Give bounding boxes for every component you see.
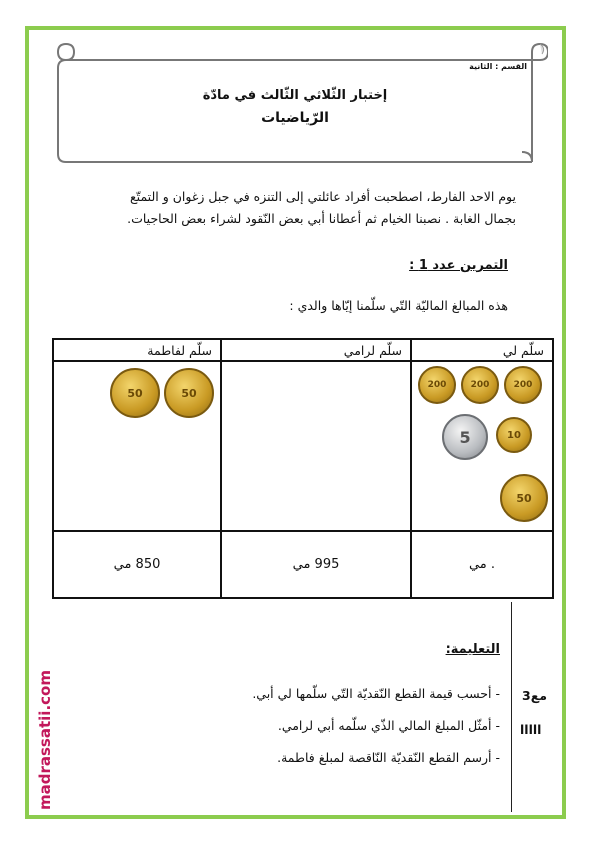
criterion-marks: ااااا xyxy=(520,722,542,737)
intro-line: بجمال الغابة . نصبنا الخيام ثم أعطانا أبي بعض النّقود لشراء بعض الحاجيات. xyxy=(127,211,516,226)
exercise-title: التمرين عدد 1 : xyxy=(409,258,508,273)
header-fatma: سلّم لفاطمة xyxy=(53,339,221,361)
coin-icon: 50 xyxy=(110,368,160,418)
intro-line: يوم الاحد الفارط، اصطحبت أفراد عائلتي إلى التنزه في جبل زغوان و التمتّع xyxy=(130,189,516,204)
coins-cell-me xyxy=(411,361,553,531)
coin-icon: 50 xyxy=(164,368,214,418)
instruction-item: - أرسم القطع النّقديّة النّاقصة لمبلغ فاطمة. xyxy=(277,750,500,765)
class-section: القسم : الثانية xyxy=(469,62,527,71)
total-me: . مي xyxy=(411,531,553,598)
coin-icon: 200 xyxy=(418,366,456,404)
watermark-logo xyxy=(8,600,68,820)
total-fatma: 850 مي xyxy=(53,531,221,598)
instruction-item: - أمثّل المبلغ المالي الذّي سلّمه أبي لرامي. xyxy=(277,718,500,733)
scroll-banner xyxy=(52,42,548,167)
coins-cell-rami xyxy=(221,361,411,531)
coins-cell-fatma xyxy=(53,361,221,531)
coin-icon: 5 xyxy=(442,414,488,460)
coin-icon: 200 xyxy=(461,366,499,404)
instructions-title: التعليمة: xyxy=(445,642,500,657)
exercise-description: هذه المبالغ الماليّة التّي سلّمنا إيّاها والدي : xyxy=(289,298,508,313)
coin-icon: 200 xyxy=(504,366,542,404)
criterion-label: مع3 xyxy=(522,688,547,703)
margin-divider xyxy=(511,602,512,812)
amounts-table xyxy=(52,338,554,599)
header-me: سلّم لي xyxy=(411,339,553,361)
coin-icon: 10 xyxy=(496,417,532,453)
watermark-text: madrassatii.com xyxy=(36,670,54,810)
exam-title: إختبار الثّلاثي الثّالث في مادّة xyxy=(202,88,388,103)
total-rami: 995 مي xyxy=(221,531,411,598)
coin-icon: 50 xyxy=(500,474,548,522)
instruction-item: - أحسب قيمة القطع النّقديّة التّي سلّمها لي أبي. xyxy=(252,686,500,701)
intro-text xyxy=(48,186,516,230)
exam-subject: الرّياضيات xyxy=(261,110,329,126)
header-rami: سلّم لرامي xyxy=(221,339,411,361)
